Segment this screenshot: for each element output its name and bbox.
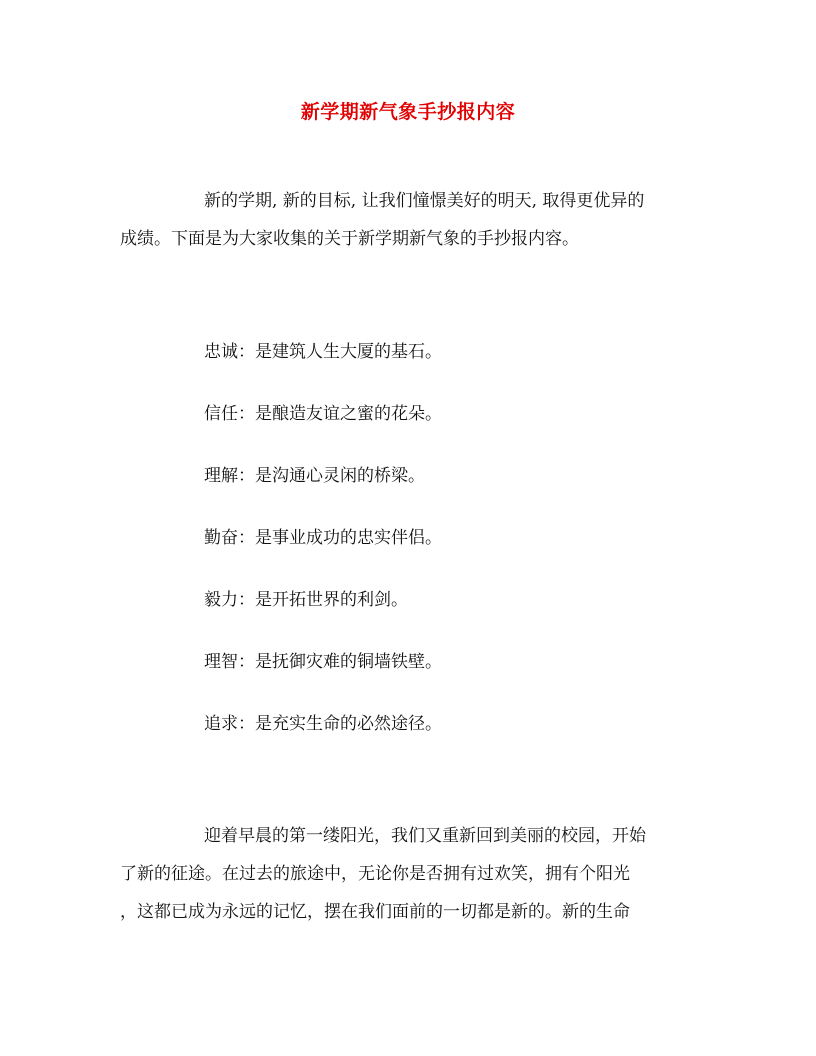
motto-trust: 信任：是酿造友谊之蜜的花朵。 (204, 404, 442, 424)
intro-paragraph-line-2: 成绩。下面是为大家收集的关于新学期新气象的手抄报内容。 (120, 229, 579, 249)
motto-perseverance: 毅力：是开拓世界的利剑。 (204, 590, 408, 610)
document-title: 新学期新气象手抄报内容 (300, 101, 516, 123)
closing-paragraph-line-3: ，这都已成为永远的记忆，摆在我们面前的一切都是新的。新的生命 (120, 902, 630, 922)
motto-diligence: 勤奋：是事业成功的忠实伴侣。 (204, 528, 442, 548)
motto-reason: 理智：是抚御灾难的铜墙铁壁。 (204, 652, 442, 672)
motto-understanding: 理解：是沟通心灵闲的桥梁。 (204, 466, 425, 486)
closing-paragraph-line-2: 了新的征途。在过去的旅途中，无论你是否拥有过欢笑，拥有个阳光 (120, 864, 630, 884)
motto-loyalty: 忠诚：是建筑人生大厦的基石。 (204, 342, 442, 362)
motto-pursuit: 追求：是充实生命的必然途径。 (204, 714, 442, 734)
closing-paragraph-line-1: 迎着早晨的第一缕阳光，我们又重新回到美丽的校园，开始 (204, 826, 646, 846)
intro-paragraph-line-1: 新的学期, 新的目标, 让我们憧憬美好的明天, 取得更优异的 (204, 191, 645, 211)
